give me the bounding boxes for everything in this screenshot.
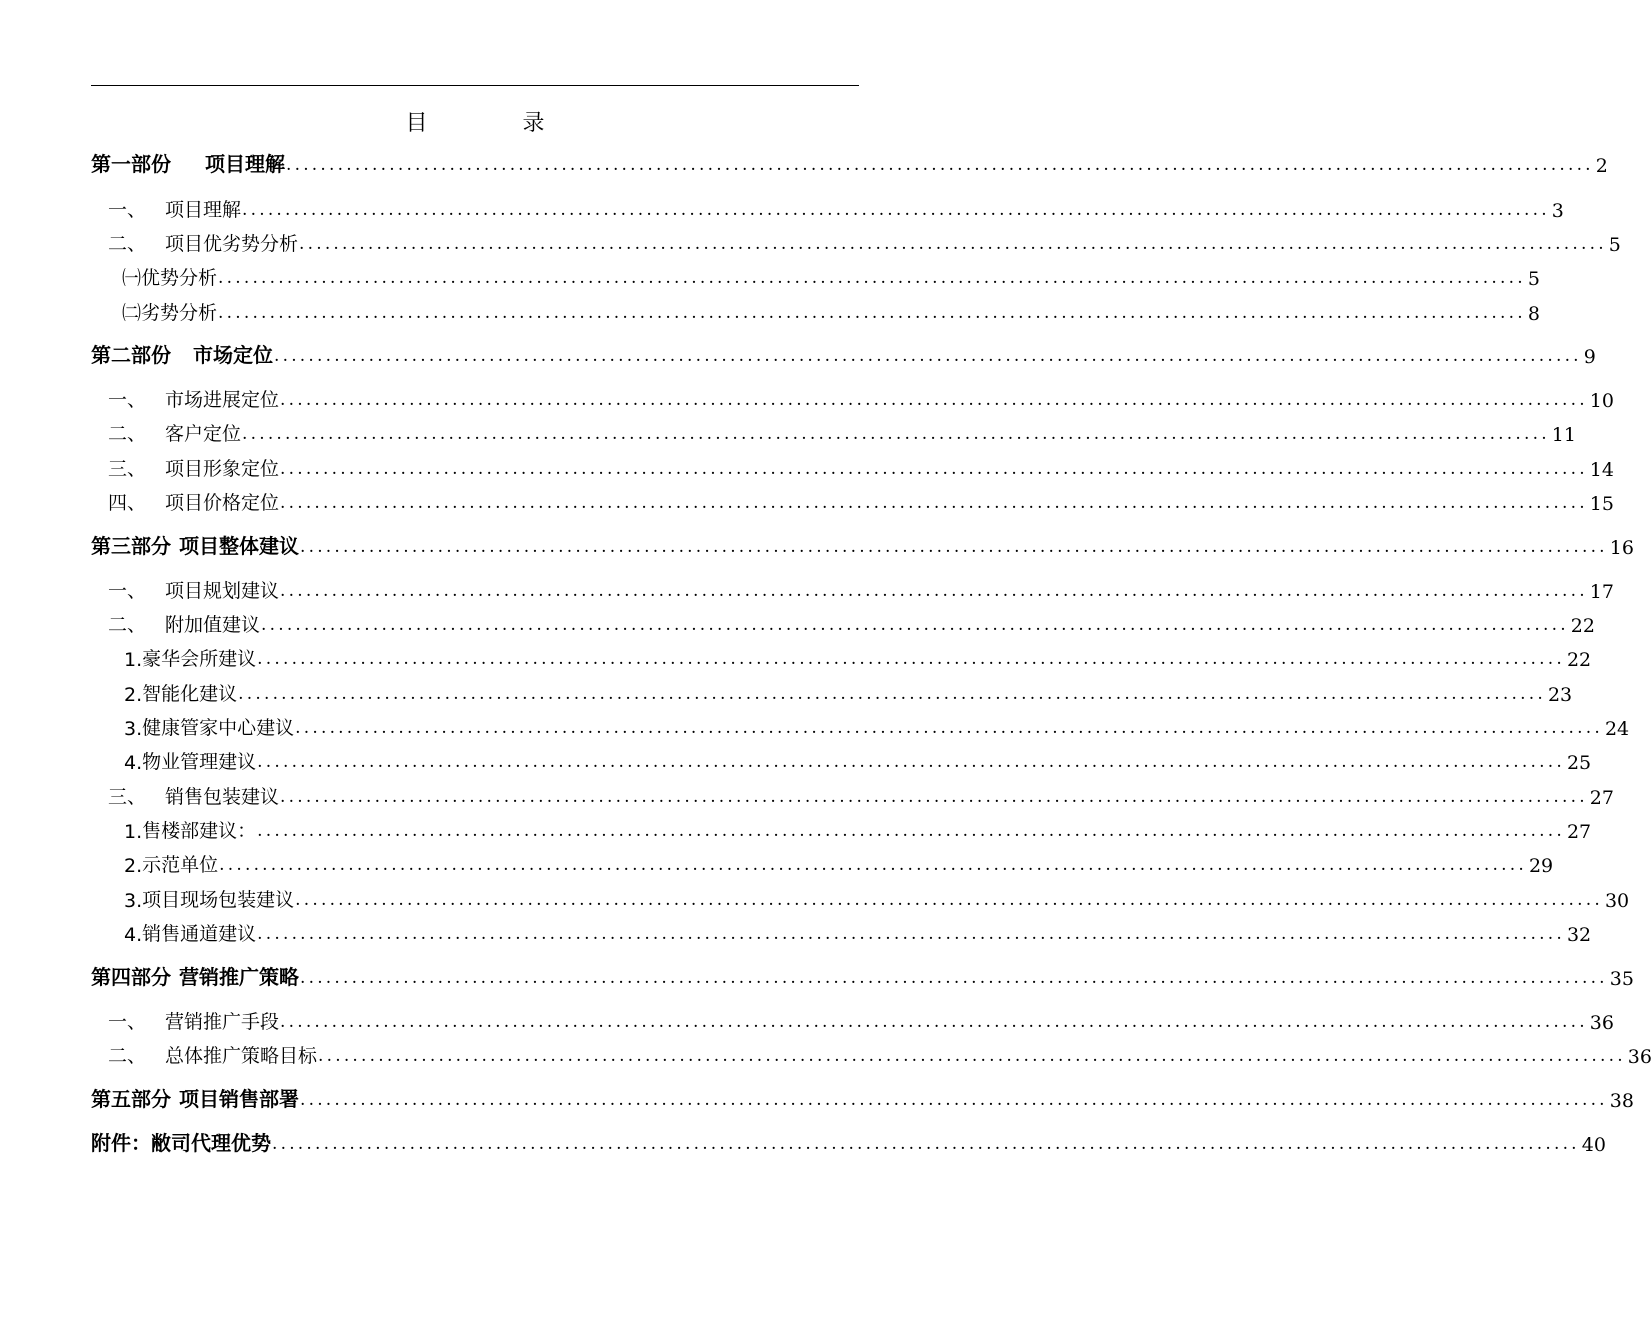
- toc-leader: ........................................................................................................................................................: [272, 1134, 1580, 1154]
- toc-page-number: 30: [1604, 890, 1630, 912]
- toc-leader: ........................................................................................................................................................: [300, 1090, 1608, 1110]
- toc-prefix: 1.: [124, 649, 143, 671]
- toc-page-number: 15: [1589, 493, 1614, 515]
- toc-label: 市场定位: [193, 343, 273, 367]
- toc-label: 销售包装建议: [165, 786, 280, 808]
- toc-prefix: 二、: [108, 614, 147, 636]
- toc-page-number: 24: [1604, 718, 1630, 740]
- toc-prefix: 一、: [108, 580, 147, 602]
- toc-title: 目 录: [405, 111, 589, 136]
- toc-prefix: 二、: [108, 423, 147, 445]
- toc-entry-part-4[interactable]: [91, 960, 1634, 990]
- toc-prefix: 3.: [124, 890, 143, 912]
- toc-entry[interactable]: [124, 744, 1592, 774]
- toc-entry[interactable]: [108, 451, 1614, 481]
- toc-label: 总体推广策略目标: [165, 1045, 318, 1067]
- toc-prefix: 三、: [108, 786, 147, 808]
- toc-label: 项目规划建议: [165, 580, 280, 602]
- toc-page-number: 25: [1566, 752, 1592, 774]
- toc-page-number: 36: [1627, 1046, 1652, 1068]
- toc-page-number: 32: [1566, 924, 1592, 946]
- toc-leader: ........................................................................................................................................................: [280, 581, 1588, 601]
- toc-page-number: 5: [1527, 268, 1540, 290]
- toc-entry[interactable]: [122, 260, 1540, 290]
- toc-leader: ........................................................................................................................................................: [300, 537, 1608, 557]
- toc-label: 劣势分析: [141, 302, 218, 324]
- toc-prefix: 三、: [108, 458, 147, 480]
- toc-entry[interactable]: [108, 485, 1614, 515]
- toc-label: 营销推广手段: [165, 1011, 280, 1033]
- toc-leader: ........................................................................................................................................................: [238, 684, 1546, 704]
- toc-page-number: 22: [1566, 649, 1592, 671]
- toc-leader: ........................................................................................................................................................: [280, 787, 1588, 807]
- toc-prefix: 3.: [124, 718, 143, 740]
- toc-entry[interactable]: [108, 573, 1614, 603]
- toc-prefix: ㈠: [122, 267, 142, 289]
- toc-prefix: 一、: [108, 199, 147, 221]
- toc-label: 售楼部建议：: [142, 820, 257, 842]
- toc-prefix: 四、: [108, 492, 147, 514]
- toc-prefix: 4.: [124, 752, 143, 774]
- toc-prefix: 二、: [108, 1045, 147, 1067]
- toc-page-number: 27: [1589, 787, 1614, 809]
- toc-page-number: 16: [1609, 537, 1634, 559]
- toc-prefix: 第二部份: [91, 343, 171, 367]
- toc-leader: ........................................................................................................................................................: [274, 346, 1582, 366]
- toc-leader: ........................................................................................................................................................: [300, 968, 1608, 988]
- toc-leader: ........................................................................................................................................................: [257, 821, 1565, 841]
- toc-entry-part-2[interactable]: [91, 338, 1596, 368]
- toc-leader: ........................................................................................................................................................: [280, 459, 1588, 479]
- toc-label: 项目销售部署: [179, 1087, 299, 1111]
- toc-entry[interactable]: [124, 882, 1630, 912]
- toc-leader: ........................................................................................................................................................: [318, 1046, 1626, 1066]
- toc-entry[interactable]: [124, 641, 1592, 671]
- toc-prefix: 附件：: [91, 1131, 151, 1155]
- toc-prefix: 二、: [108, 233, 147, 255]
- toc-prefix: 2.: [124, 684, 143, 706]
- toc-label: 豪华会所建议: [142, 648, 257, 670]
- toc-label: 项目价格定位: [165, 492, 280, 514]
- toc-page-number: 22: [1570, 615, 1595, 637]
- toc-entry[interactable]: [124, 813, 1592, 843]
- toc-prefix: 一、: [108, 389, 147, 411]
- toc-leader: ........................................................................................................................................................: [261, 615, 1569, 635]
- toc-entry[interactable]: [108, 779, 1614, 809]
- toc-entry[interactable]: [108, 416, 1576, 446]
- toc-leader: ........................................................................................................................................................: [257, 649, 1565, 669]
- toc-entry[interactable]: [108, 382, 1614, 412]
- toc-leader: ........................................................................................................................................................: [299, 234, 1607, 254]
- toc-label: 项目理解: [165, 199, 242, 221]
- toc-page-number: 23: [1547, 684, 1573, 706]
- toc-leader: ........................................................................................................................................................: [280, 390, 1588, 410]
- toc-label: 市场进展定位: [165, 389, 280, 411]
- toc-leader: ........................................................................................................................................................: [295, 718, 1603, 738]
- toc-entry[interactable]: [108, 1038, 1652, 1068]
- toc-entry[interactable]: [124, 847, 1554, 877]
- toc-entry[interactable]: [108, 226, 1621, 256]
- toc-page-number: 5: [1608, 234, 1621, 256]
- toc-entry-part-1[interactable]: [91, 147, 1608, 177]
- toc-label: 客户定位: [165, 423, 242, 445]
- toc-prefix: 第三部分: [91, 534, 171, 558]
- toc-leader: ........................................................................................................................................................: [257, 752, 1565, 772]
- toc-label: 敝司代理优势: [151, 1131, 271, 1155]
- toc-page-number: 27: [1566, 821, 1592, 843]
- toc-label: 营销推广策略: [179, 965, 299, 989]
- toc-label: 物业管理建议: [142, 751, 257, 773]
- toc-entry[interactable]: [108, 607, 1595, 637]
- toc-prefix: 第四部分: [91, 965, 171, 989]
- toc-page-number: 36: [1589, 1012, 1614, 1034]
- toc-prefix: 一、: [108, 1011, 147, 1033]
- toc-label: 智能化建议: [142, 683, 238, 705]
- toc-page-number: 38: [1609, 1090, 1634, 1112]
- toc-page-number: 8: [1527, 303, 1540, 325]
- toc-entry[interactable]: [108, 1004, 1614, 1034]
- toc-label: 健康管家中心建议: [142, 717, 295, 739]
- toc-prefix: 第一部份: [91, 152, 171, 176]
- toc-page-number: 35: [1609, 968, 1634, 990]
- toc-label: 项目形象定位: [165, 458, 280, 480]
- toc-prefix: 2.: [124, 855, 143, 877]
- toc-leader: ........................................................................................................................................................: [218, 303, 1526, 323]
- toc-page-number: 14: [1589, 459, 1614, 481]
- toc-leader: ........................................................................................................................................................: [280, 493, 1588, 513]
- toc-page-number: 11: [1551, 424, 1576, 446]
- toc-leader: ........................................................................................................................................................: [242, 424, 1550, 444]
- toc-entry-part-3[interactable]: [91, 529, 1634, 559]
- toc-page-number: 9: [1583, 346, 1596, 368]
- toc-label: 项目理解: [205, 152, 285, 176]
- toc-label: 示范单位: [142, 854, 219, 876]
- toc-label: 优势分析: [141, 267, 218, 289]
- toc-entry[interactable]: [124, 916, 1592, 946]
- toc-label: 项目现场包装建议: [142, 889, 295, 911]
- toc-entry[interactable]: [122, 295, 1540, 325]
- toc-leader: ........................................................................................................................................................: [219, 855, 1527, 875]
- toc-entry[interactable]: [124, 710, 1630, 740]
- toc-prefix: ㈡: [122, 302, 142, 324]
- toc-label: 附加值建议: [165, 614, 261, 636]
- header-rule: [91, 85, 859, 86]
- toc-page-number: 17: [1589, 581, 1614, 603]
- toc-page-number: 40: [1581, 1134, 1606, 1156]
- toc-page-number: 29: [1528, 855, 1554, 877]
- toc-entry-appendix[interactable]: [91, 1126, 1606, 1156]
- toc-page-number: 3: [1551, 200, 1564, 222]
- toc-leader: ........................................................................................................................................................: [280, 1012, 1588, 1032]
- toc-page-number: 2: [1595, 155, 1608, 177]
- toc-label: 项目优劣势分析: [165, 233, 299, 255]
- toc-prefix: 1.: [124, 821, 143, 843]
- toc-leader: ........................................................................................................................................................: [295, 890, 1603, 910]
- toc-label: 销售通道建议: [142, 923, 257, 945]
- toc-leader: ........................................................................................................................................................: [257, 924, 1565, 944]
- toc-entry[interactable]: [124, 676, 1573, 706]
- toc-prefix: 4.: [124, 924, 143, 946]
- toc-leader: ........................................................................................................................................................: [242, 200, 1550, 220]
- toc-entry-part-5[interactable]: [91, 1082, 1634, 1112]
- toc-prefix: 第五部分: [91, 1087, 171, 1111]
- toc-leader: ........................................................................................................................................................: [218, 268, 1526, 288]
- toc-label: 项目整体建议: [179, 534, 299, 558]
- toc-leader: ........................................................................................................................................................: [286, 155, 1594, 175]
- toc-page-number: 10: [1589, 390, 1614, 412]
- toc-entry[interactable]: [108, 192, 1564, 222]
